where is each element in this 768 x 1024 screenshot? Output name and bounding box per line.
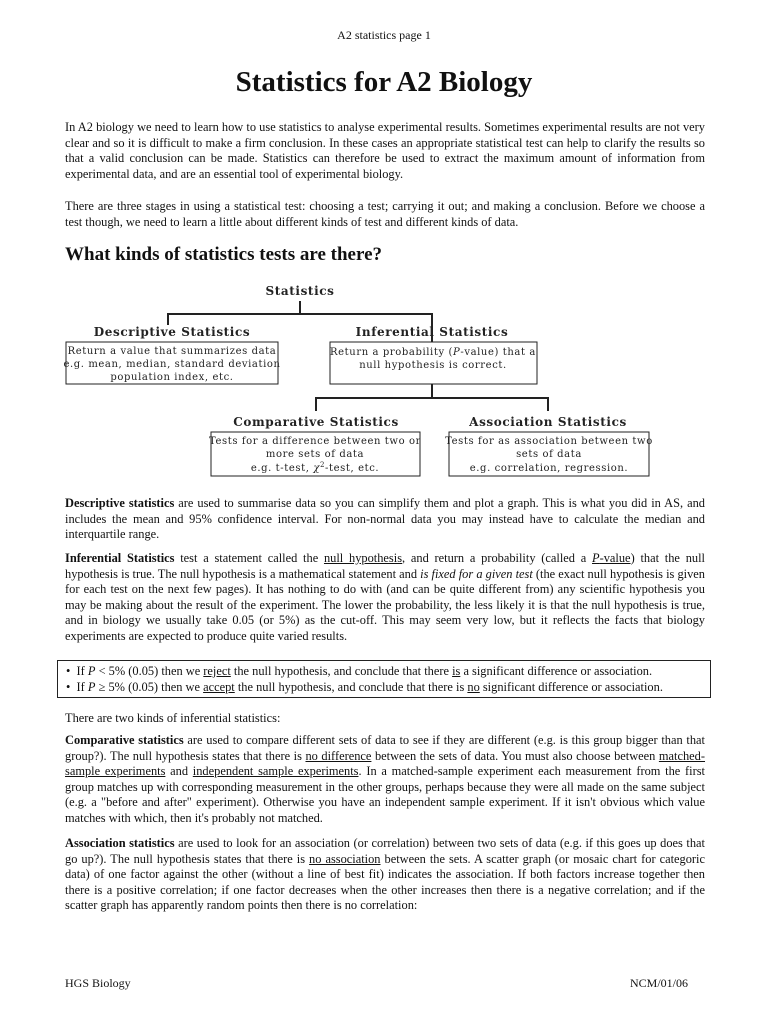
inferential-line-2: null hypothesis is correct. [359,360,507,371]
term-comparative: Comparative statistics [65,733,184,747]
inferential-statistics-title: Inferential Statistics [355,325,509,339]
p-value-term: P-value [592,551,631,565]
comparative-line-1: Tests for a difference between two or [209,436,421,447]
page-title: Statistics for A2 Biology [235,66,533,98]
term-inferential: Inferential Statistics [65,551,175,565]
inferential-line-1: Return a probability (P-value) that a [330,347,536,358]
inferential-statistics-paragraph: Inferential Statistics test a statement called the null hypothesis, and return a probability (called a P-value) that the null hypothesis is true. The null hypothesis is a mathematical statement and is fixed for a given test (the exact null hypothesis is given for each test on the next few pages). It has nothing to do with (and can be quite different from) any scientific hypothesis you may be making about the result of the experiment. The lower the probability, the less likely it is that the null hypothesis is true, and in biology we usually take 0.05 (or 5%) as the cut-off. This may seem very low, but it reflects the facts that biology experiments are expected to produce quite varied results. [65,551,705,643]
comparative-statistics-title: Comparative Statistics [233,415,399,429]
association-statistics-paragraph: Association statistics are used to look for an association (or correlation) between two sets of data (e.g. if this goes up does that go up?). The null hypothesis states that there is no association between the sets. A scatter graph (or mosaic chart for categoric data) of one factor against the other (without a line of best fit) indicates the association. If both factors increase together then there is a positive correlation; if one factor decreases when the other increases then there is a negative correlation; and if the scatter graph has apparently random points then there is no correlation: [65,836,705,913]
footer-left: HGS Biology [65,976,131,990]
running-head: A2 statistics page 1 [337,28,431,42]
term-association: Association statistics [65,836,175,850]
association-line-3: e.g. correlation, regression. [469,463,629,474]
statistics-tree-diagram [60,280,710,480]
diagram-root-label: Statistics [265,284,335,298]
descriptive-line-1: Return a value that summarizes data [67,346,277,357]
comparative-statistics-paragraph: Comparative statistics are used to compare different sets of data to see if they are different (e.g. is this group bigger than that group?). The null hypothesis states that there is no difference between the sets of data. You must also choose between matched-sample experiments and independent sample experiments. In a matched-sample experiment each measurement from the first group matches up with corresponding measurement in the other groups, perhaps because they were all made on the same subject (e.g. a "before and after" experiment). Otherwise you have an independent sample experiment. If it isn't obvious which value matches with which, then it's probably not matched. [65,733,706,825]
descriptive-statistics-paragraph: Descriptive statistics are used to summarise data so you can simplify them and plot a graph. This is what you did in AS, and includes the mean and 95% confidence interval. For non-normal data you may instead have to calculate the median and interquartile range. [65,496,705,542]
association-statistics-title: Association Statistics [469,415,627,429]
decision-rule-box [57,660,711,698]
bullet: • [66,664,71,678]
intro-paragraph-2: There are three stages in using a statistical test: choosing a test; carrying it out; and making a conclusion. Before we choose a test though, we need to learn a little about different kinds of test and different kinds of data. [65,199,705,229]
two-kinds-sentence: There are two kinds of inferential statistics: [65,711,281,725]
footer-right: NCM/01/06 [629,976,688,990]
decision-rule-reject: • If P < 5% (0.05) then we reject the null hypothesis, and conclude that there is a significant difference or association. [66,664,653,678]
section-heading: What kinds of statistics tests are there? [65,244,382,265]
null-hypothesis-term: null hypothesis [323,551,403,565]
comparative-line-2: more sets of data [265,449,365,460]
decision-rule-accept: • If P ≥ 5% (0.05) then we accept the null hypothesis, and conclude that there is no significant difference or association. [66,680,663,694]
association-line-2: sets of data [516,449,582,460]
term-descriptive: Descriptive statistics [65,496,175,510]
descriptive-line-2: e.g. mean, median, standard deviation [63,359,281,370]
bullet: • [66,680,71,694]
association-line-1: Tests for as association between two [445,436,653,447]
descriptive-statistics-title: Descriptive Statistics [93,325,251,339]
descriptive-line-3: population index, etc. [110,372,234,383]
intro-paragraph-1: In A2 biology we need to learn how to use statistics to analyse experimental results. Sometimes experimental results are not very clear and so it is difficult to make a firm conclusion. In these cases an appropriate statistical test can help to clarify the results so that a valid conclusion can be made. Statistics can therefore be used to extract the maximum amount of information from experimental data, and are an essential tool of experimental biology. [65,120,705,181]
comparative-line-3: e.g. t-test, $\chi^2$-test, etc. [250,461,380,474]
